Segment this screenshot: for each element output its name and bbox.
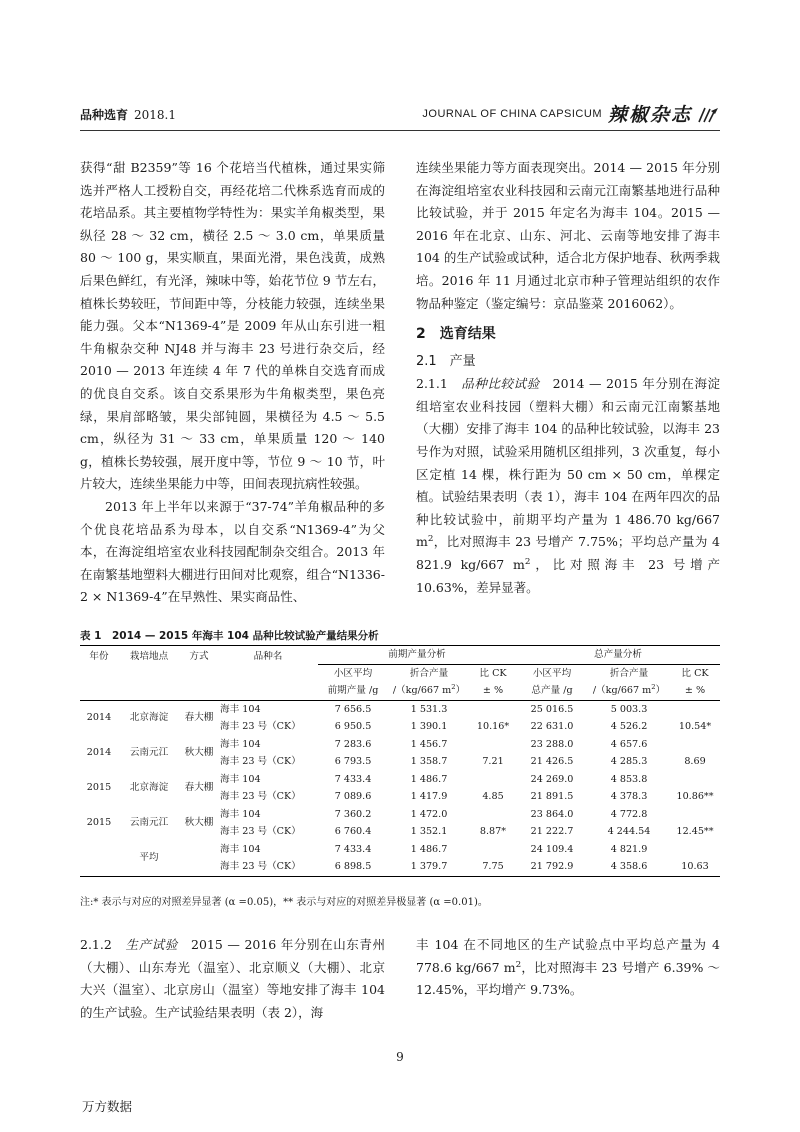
cell-total-ck	[670, 806, 720, 824]
cell-early-plot: 7 283.6	[334, 738, 372, 750]
cell-year: 2014	[86, 712, 112, 724]
cell-total-conv: 4 853.8	[610, 773, 648, 785]
cell-total-conv: 4 657.6	[610, 738, 648, 750]
left-column	[80, 157, 385, 609]
right-column	[416, 157, 720, 599]
subsubsection-number: 2.1.1	[416, 376, 462, 392]
cell-method: 秋大棚	[184, 747, 214, 759]
cell-total-conv: 5 003.3	[610, 703, 648, 715]
pepper-logo-icon	[696, 103, 720, 125]
body-paragraph	[416, 934, 720, 1002]
subsubsection-number: 2.1.2	[80, 937, 126, 952]
col-header-year: 年份	[89, 651, 109, 662]
cell-variety: 海丰 104	[220, 703, 261, 715]
cell-early-plot: 7 656.5	[334, 703, 372, 715]
col-group-total: 总产量分析	[516, 646, 720, 665]
section-heading: 2 选育结果	[416, 326, 496, 343]
subsubsection-title: 生产试验	[125, 937, 178, 952]
col-header-total-ck: 比 CK	[681, 667, 709, 679]
cell-total-conv: 4 244.54	[607, 826, 651, 837]
cell-early-ck	[470, 841, 516, 859]
cell-year: 2015	[86, 817, 112, 829]
cell-total-ck	[670, 771, 720, 789]
cell-early-conv: 1 486.7	[410, 843, 448, 855]
cell-place: 北京海淀	[129, 782, 169, 794]
cell-early-plot: 7 433.4	[334, 773, 372, 785]
col-header-total-conv-unit: /（kg/667 $m^2$）	[592, 682, 666, 696]
cell-total-plot: 22 631.0	[530, 721, 574, 732]
cell-variety: 海丰 104	[220, 738, 261, 750]
cell-early-ck	[470, 806, 516, 824]
col-header-total-plot-unit: 总产量 /g	[531, 685, 573, 696]
table-row	[80, 700, 720, 718]
body-paragraph	[416, 373, 720, 599]
cell-total-ck: 10.63	[681, 861, 709, 872]
cell-early-conv: 1 358.7	[410, 756, 448, 767]
cell-total-conv: 4 358.6	[610, 861, 648, 872]
cell-early-ck: 8.87*	[479, 826, 507, 837]
col-header-early-plot-unit: 前期产量 /g	[327, 685, 379, 696]
body-paragraph: 获得“甜 B2359”等 16 个花培当代植株，通过果实筛选并严格人工授粉自交，再经花培二代株系选育而成的花培品系。其主要植物学特性为：果实羊角椒类型，果纵径 28 ～ 32 cm，横径 2.5 ～ 3.0 cm，单果质量 80 ～ 100 g，果实顺直，果面光滑，果色浅黄，成熟后果色鲜红，有光泽，辣味中等，始花节位 9 节左右，植株长势较旺，节间距中等，分枝能力较强，连续坐果能力强。父本“N1369-4”是 2009 年从山东引进一粗牛角椒杂交种 NJ48 并与海丰 23 号进行杂交后，经 2010 — 2013 年连续 4 年 7 代的单株自交选育而成的优良自交系。该自交系果形为牛角椒类型，果色亮绿，果肩部略皱，果尖部钝圆，果横径为 4.5 ～ 5.5 cm，纵径为 31 ～ 33 cm，单果质量 120 ～ 140 g，植株长势较强，展开度中等，节位 9 ～ 10 节，叶片较大，连续坐果能力中等，田间表现抗病性较强。	[80, 160, 385, 492]
cell-variety: 海丰 104	[220, 773, 261, 785]
cell-total-conv: 4 285.3	[610, 756, 648, 767]
col-header-early-ck: 比 CK	[479, 667, 507, 679]
body-text: ，比对照海丰 23 号增产 6.39% ～ 12.45%，平均增产 9.73%。	[416, 959, 721, 998]
col-header-early-plot: 小区平均	[333, 667, 373, 679]
cell-total-ck	[670, 841, 720, 859]
cell-total-ck	[670, 700, 720, 718]
cell-early-conv: 1 379.7	[410, 861, 448, 872]
cell-early-ck: 7.75	[482, 861, 504, 872]
cell-early-conv: 1 531.3	[410, 703, 448, 715]
body-text: ，比对照海丰 23 号增产 10.63%，差异显著。	[416, 556, 720, 595]
cell-total-plot: 24 269.0	[530, 773, 574, 785]
cell-total-ck: 8.69	[684, 756, 706, 767]
col-header-early-conv-unit: /（kg/667 $m^2$）	[392, 682, 466, 696]
cell-variety: 海丰 23 号（CK）	[220, 721, 301, 732]
table-row	[80, 771, 720, 789]
header-section-label: 品种选育	[80, 108, 129, 122]
cell-early-ck: 7.21	[482, 756, 504, 767]
col-header-total-ck-unit: ± %	[684, 685, 706, 696]
body-text: ，比对照海丰 23 号增产 7.75%；平均总产量为 4 821.9 kg/667 m	[416, 534, 720, 572]
cell-total-ck: 10.54*	[678, 721, 712, 732]
col-header-total-plot: 小区平均	[532, 667, 572, 679]
cell-early-plot: 6 950.5	[334, 721, 372, 732]
cell-total-ck: 12.45**	[676, 826, 714, 837]
bottom-right-column	[416, 934, 720, 1002]
cell-total-ck	[670, 736, 720, 754]
journal-name-en: JOURNAL OF CHINA CAPSICUM	[422, 107, 602, 120]
cell-early-ck	[470, 700, 516, 718]
table-row	[80, 736, 720, 754]
cell-total-plot: 23 288.0	[530, 738, 574, 750]
cell-variety: 海丰 23 号（CK）	[220, 861, 301, 872]
cell-method: 春大棚	[184, 712, 214, 724]
running-header	[80, 100, 720, 130]
cell-method: 春大棚	[184, 782, 214, 794]
body-text: 丰 104 在不同地区的生产试验点中平均总产量为 4 778.6 kg/667 m	[416, 937, 720, 975]
journal-name-cn: 辣椒杂志	[607, 104, 692, 126]
cell-place: 云南元江	[129, 747, 169, 759]
cell-total-plot: 21 792.9	[530, 861, 574, 872]
cell-early-ck: 10.16*	[476, 721, 510, 732]
cell-variety: 海丰 23 号（CK）	[220, 826, 301, 837]
cell-early-plot: 6 760.4	[334, 826, 372, 837]
table-row	[80, 806, 720, 824]
col-header-early-conv: 折合产量	[409, 667, 449, 679]
cell-total-conv: 4 772.8	[610, 808, 648, 820]
cell-early-conv: 1 456.7	[410, 738, 448, 750]
cell-early-ck	[470, 771, 516, 789]
cell-total-conv: 4 821.9	[610, 843, 648, 855]
table-note: 注:* 表示与对应的对照差异显著 (α =0.05)，** 表示与对应的对照差异极显著 (α =0.01)。	[80, 897, 488, 908]
table-header-row	[80, 646, 720, 665]
col-header-early-ck-unit: ± %	[482, 685, 504, 696]
body-text: 2015 — 2016 年分别在山东青州（大棚）、山东寿光（温室）、北京顺义（大棚）、北京大兴（温室）、北京房山（温室）等地安排了海丰 104 的生产试验。生产试验结果表明（表 2），海	[80, 937, 385, 1020]
subsubsection-title: 品种比较试验	[461, 376, 540, 392]
cell-total-plot: 25 016.5	[530, 703, 574, 715]
body-paragraph	[80, 934, 385, 1024]
page-number: 9	[396, 1050, 404, 1064]
bottom-left-column	[80, 934, 385, 1024]
footer-watermark: 万方数据	[82, 1099, 133, 1114]
cell-early-conv: 1 390.1	[410, 721, 448, 732]
cell-early-conv: 1 417.9	[410, 791, 448, 802]
cell-early-ck	[470, 736, 516, 754]
cell-early-plot: 6 898.5	[334, 861, 372, 872]
cell-year: 2015	[86, 782, 112, 794]
subsection-heading: 2.1 产量	[416, 354, 476, 370]
cell-total-conv: 4 526.2	[610, 721, 648, 732]
cell-early-conv: 1 472.0	[410, 808, 448, 820]
col-header-method: 方式	[189, 651, 209, 662]
cell-early-ck: 4.85	[482, 791, 504, 802]
body-text: 2014 — 2015 年分别在海淀组培室农业科技园（塑料大棚）和云南元江南繁基地（大棚）安排了海丰 104 的品种比较试验，以海丰 23 号作为对照，试验采用随机区组排列，3 次重复，每小区定植 14 棵，株行距为 50 cm × 50 cm，单棵定植。试验结果表明（表 1），海丰 104 在两年四次的品种比较试验中，前期平均产量为 1 486.70 kg/667 m	[416, 376, 720, 550]
cell-place: 北京海淀	[129, 712, 169, 724]
cell-variety: 海丰 104	[220, 843, 261, 855]
body-paragraph: 连续坐果能力等方面表现突出。2014 — 2015 年分别在海淀组培室农业科技园和云南元江南繁基地进行品种比较试验，并于 2015 年定名为海丰 104。2015 — 2016 年在北京、山东、河北、云南等地安排了海丰 104 的生产试验或试种，适合北方保护地春、秋两季栽培。2016 年 11 月通过北京市种子管理站组织的农作物品种鉴定（鉴定编号：京品鉴菜 2016062）。	[416, 160, 720, 311]
cell-variety: 海丰 23 号（CK）	[220, 791, 301, 802]
cell-variety: 海丰 23 号（CK）	[220, 756, 301, 767]
cell-early-plot: 7 433.4	[334, 843, 372, 855]
journal-title	[422, 100, 720, 127]
cell-early-plot: 7 360.2	[334, 808, 372, 820]
col-header-variety: 品种名	[253, 651, 283, 662]
cell-total-plot: 23 864.0	[530, 808, 574, 820]
cell-early-conv: 1 486.7	[410, 773, 448, 785]
cell-year: 2014	[86, 747, 112, 759]
cell-total-plot: 24 109.4	[530, 843, 574, 855]
header-section	[80, 106, 176, 123]
superscript: 2	[427, 534, 434, 545]
cell-total-plot: 21 891.5	[530, 791, 574, 802]
cell-variety: 海丰 104	[220, 808, 261, 820]
cell-early-conv: 1 352.1	[410, 826, 448, 837]
col-header-place: 栽培地点	[129, 651, 169, 662]
superscript: 2	[515, 959, 522, 970]
header-issue: 2018.1	[134, 108, 177, 122]
header-rule	[80, 130, 720, 131]
cell-total-plot: 21 426.5	[530, 756, 574, 767]
table-row	[80, 841, 720, 859]
cell-early-plot: 7 089.6	[334, 791, 372, 802]
col-header-total-conv: 折合产量	[609, 667, 649, 679]
cell-place: 云南元江	[129, 817, 169, 829]
col-group-early: 前期产量分析	[318, 646, 516, 665]
cell-early-plot: 6 793.5	[334, 756, 372, 767]
cell-average-label: 平均	[139, 852, 159, 864]
body-paragraph: 2013 年上半年以来源于“37-74”羊角椒品种的多个优良花培品系为母本，以自交系“N1369-4”为父本，在海淀组培室农业科技园配制杂交组合。2013 年在南繁基地塑料大棚进行田间对比观察，组合“N1336-2 × N1369-4”在早熟性、果实商品性、	[80, 498, 385, 605]
yield-table	[80, 645, 720, 877]
cell-total-plot: 21 222.7	[530, 826, 574, 837]
superscript: 2	[524, 556, 531, 567]
cell-method: 秋大棚	[184, 817, 214, 829]
cell-total-ck: 10.86**	[676, 791, 714, 802]
table-caption: 表 1 2014 — 2015 年海丰 104 品种比较试验产量结果分析	[80, 630, 379, 642]
cell-total-conv: 4 378.3	[610, 791, 648, 802]
